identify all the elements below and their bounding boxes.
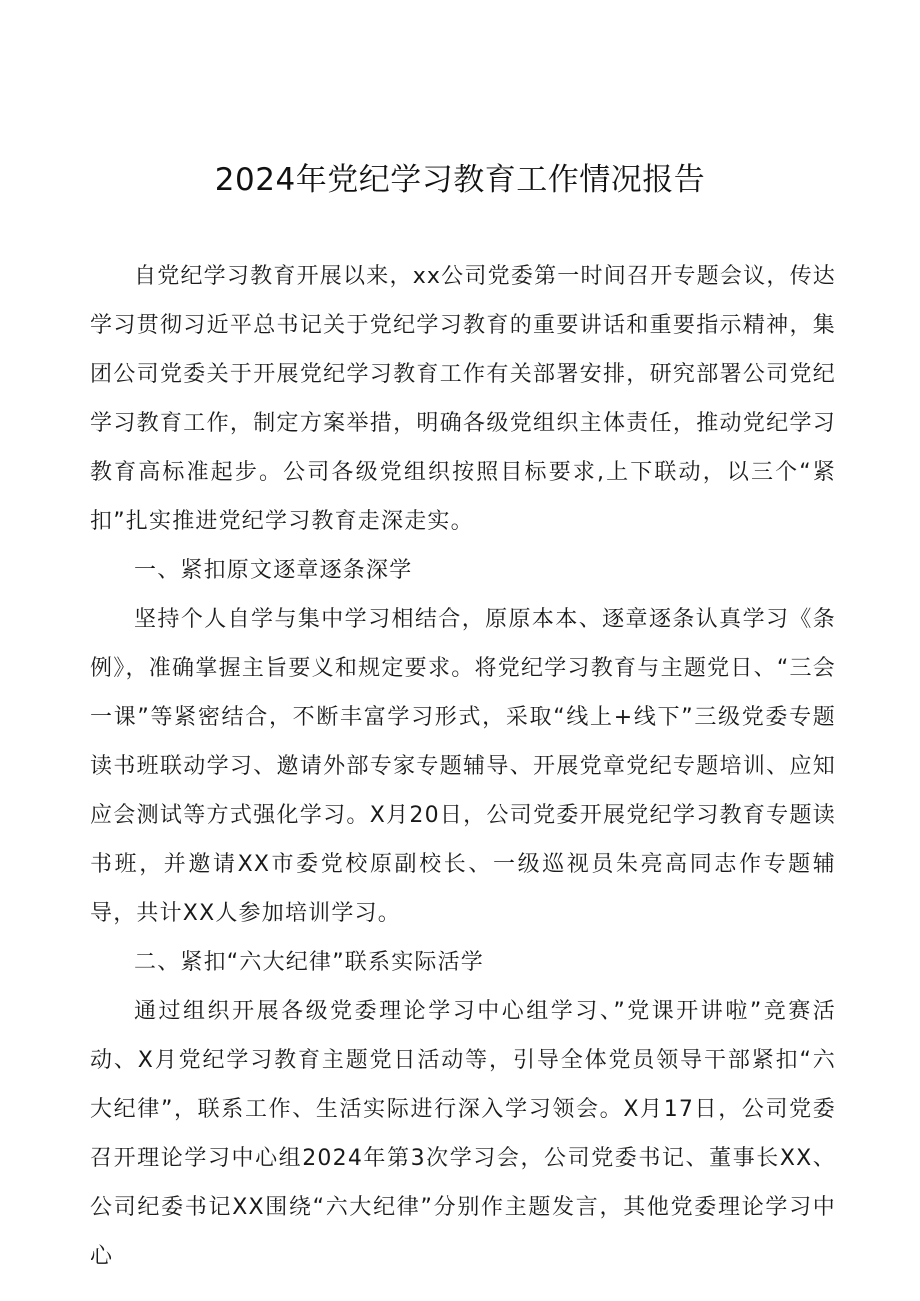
section-heading-1: 一、紧扣原文逐章逐条深学 [134,558,413,583]
document-body [90,252,836,1281]
section-paragraph-1: 坚持个人自学与集中学习相结合，原原本本、逐章逐条认真学习《条例》，准确掌握主旨要义和规定要求。将党纪学习教育与主题党日、“三会一课”等紧密结合，不断丰富学习形式，采取“线上+线下”三级党委专题读书班联动学习、邀请外部专家专题辅导、开展党章党纪专题培训、应知应会测试等方式强化学习。X月20日，公司党委开展党纪学习教育专题读书班，并邀请XX市委党校原副校长、一级巡视员朱亮高同志作专题辅导，共计XX人参加培训学习。 [90,607,836,926]
section-paragraph-2: 通过组织开展各级党委理论学习中心组学习、”党课开讲啦”竞赛活动、X月党纪学习教育主题党日活动等，引导全体党员领导干部紧扣“六大纪律”，联系工作、生活实际进行深入学习领会。X月17日，公司党委召开理论学习中心组2024年第3次学习会，公司党委书记、董事长XX、公司纪委书记XX围绕“六大纪律”分别作主题发言，其他党委理论学习中心 [90,999,836,1269]
page-title: 2024年党纪学习教育工作情况报告 [214,162,706,198]
section-heading-2: 二、紧扣“六大纪律”联系实际活学 [134,950,484,975]
intro-paragraph: 自党纪学习教育开展以来，xx公司党委第一时间召开专题会议，传达学习贯彻习近平总书记关于党纪学习教育的重要讲话和重要指示精神，集团公司党委关于开展党纪学习教育工作有关部署安排，研究部署公司党纪学习教育工作，制定方案举措，明确各级党组织主体责任，推动党纪学习教育高标准起步。公司各级党组织按照目标要求,上下联动，以三个“紧扣”扎实推进党纪学习教育走深走实。 [90,264,836,534]
